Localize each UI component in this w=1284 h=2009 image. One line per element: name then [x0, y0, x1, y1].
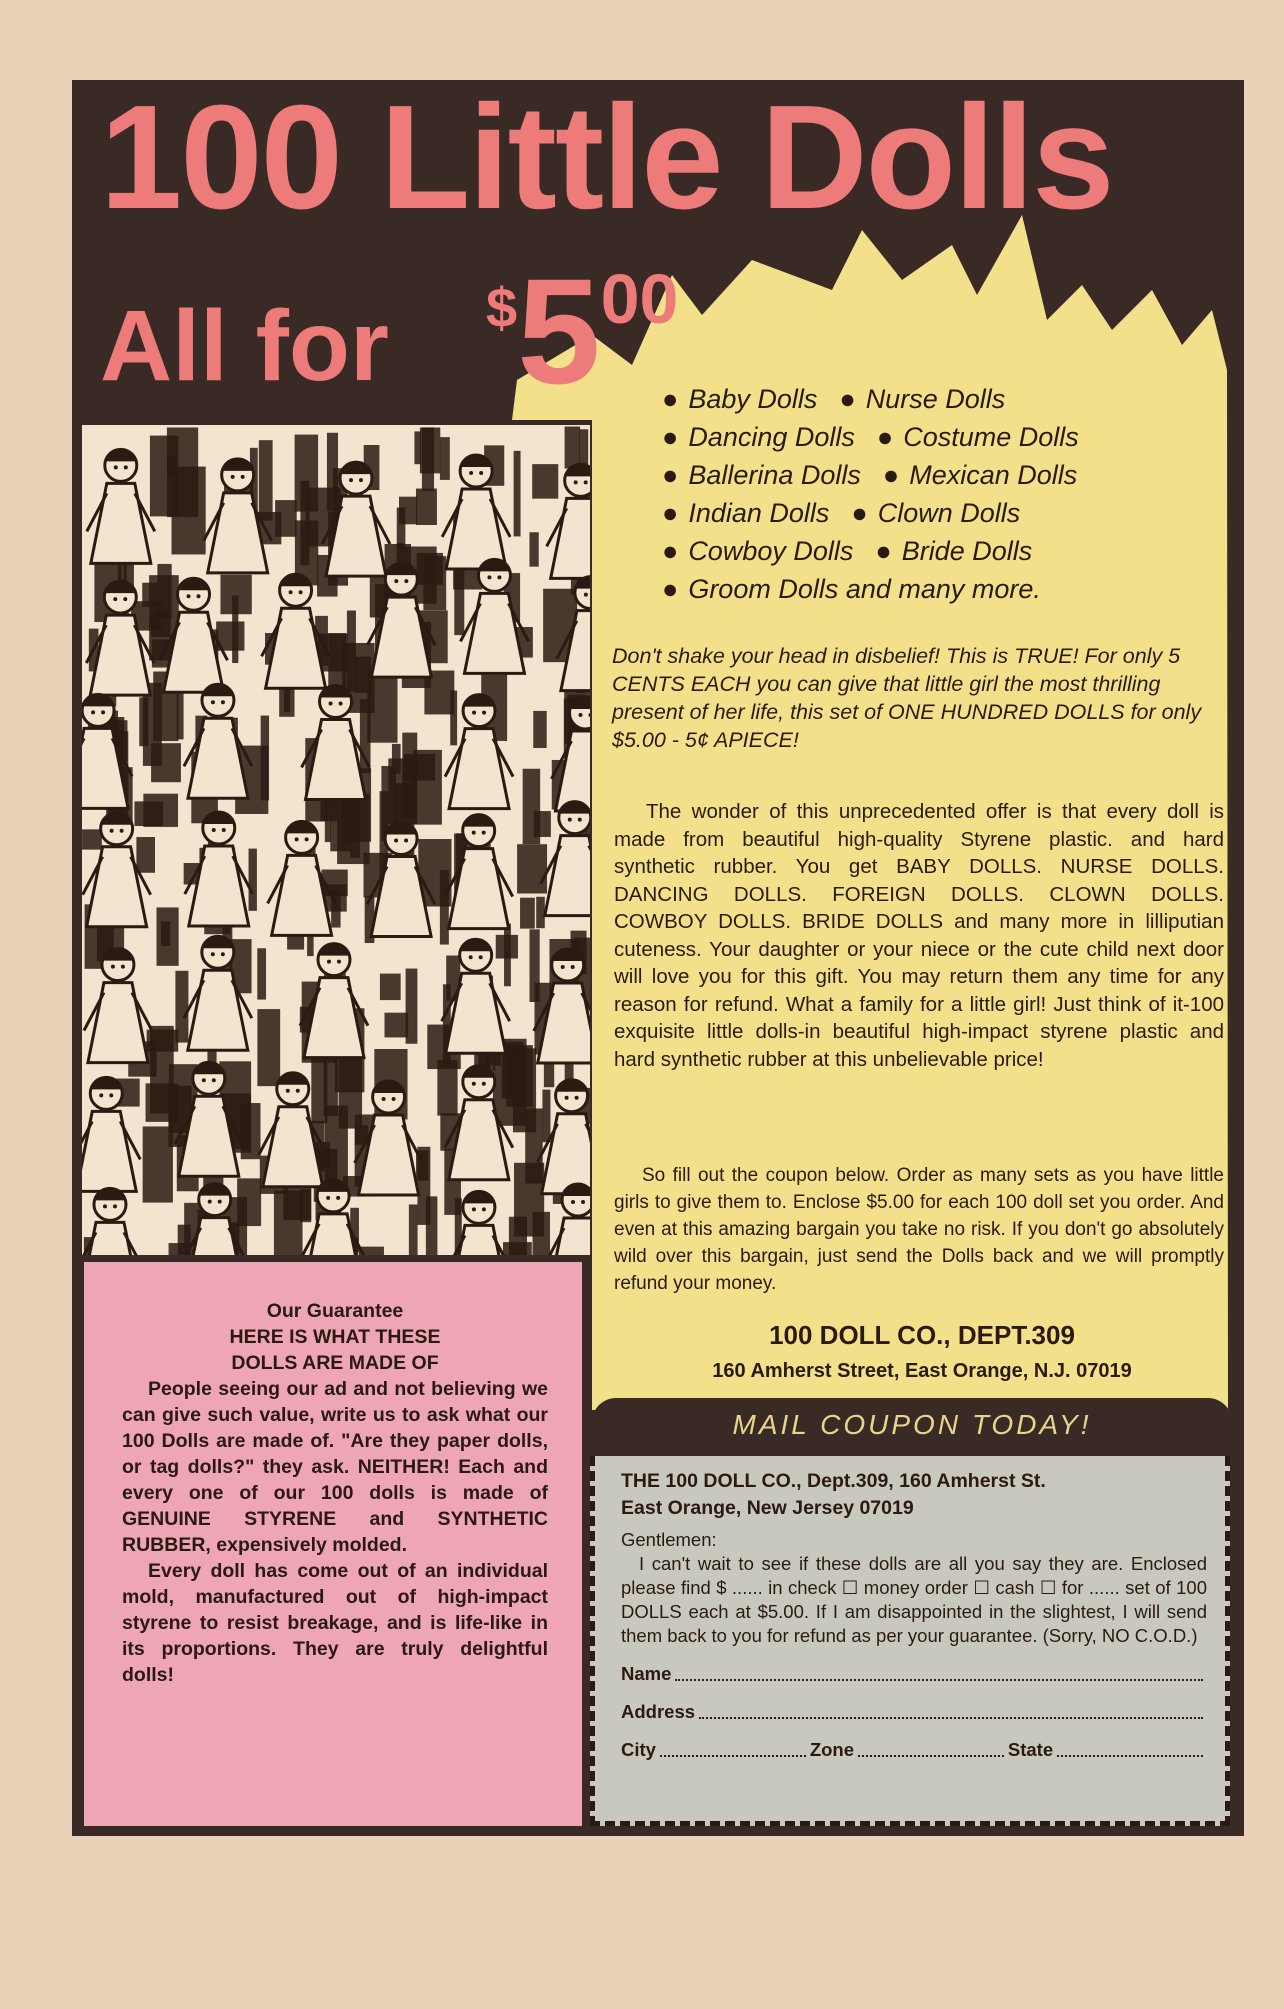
mail-coupon-banner: MAIL COUPON TODAY!: [592, 1398, 1232, 1452]
coupon-address-line-1: THE 100 DOLL CO., Dept.309, 160 Amherst St.: [621, 1470, 1046, 1492]
doll-type-item: Dancing Dolls: [688, 422, 855, 452]
bullet-icon: ●: [662, 422, 679, 452]
guarantee-paragraph-2: Every doll has come out of an individual mold, manufactured out of high-impact styrene to resist breakage, and is life-like in its proportions. They are truly delightful dolls!: [122, 1560, 548, 1686]
company-address: 160 Amherst Street, East Orange, N.J. 07019: [712, 1360, 1132, 1382]
doll-type-item: Groom Dolls and many more.: [688, 574, 1041, 604]
bullet-icon: ●: [662, 498, 679, 528]
price-cents: 00: [600, 260, 679, 338]
bullet-icon: ●: [662, 384, 679, 414]
city-label: City: [621, 1739, 656, 1760]
name-label: Name: [621, 1663, 672, 1684]
dolls-crowd-drawing: [82, 425, 590, 1255]
doll-type-item: Ballerina Dolls: [688, 460, 861, 490]
headline-title: 100 Little Dolls: [100, 75, 1113, 240]
doll-type-item: Nurse Dolls: [865, 384, 1006, 414]
price-dollar-sign: $: [486, 276, 518, 339]
bullet-icon: ●: [662, 574, 679, 604]
price-whole: 5: [517, 247, 601, 415]
doll-type-item: Clown Dolls: [877, 498, 1021, 528]
bullet-icon: ●: [662, 536, 679, 566]
guarantee-box: [84, 1262, 582, 1826]
headline-subtitle: All for: [100, 290, 389, 402]
order-coupon[interactable]: [590, 1456, 1230, 1826]
intro-paragraph: Don't shake your head in disbelief! This is TRUE! For only 5 CENTS EACH you can give that little girl the most thrilling present of her life, this set of ONE HUNDRED DOLLS for only $5.00 - 5¢ APIECE!: [612, 644, 1202, 752]
coupon-address-row: [621, 1700, 1207, 1724]
zone-label: Zone: [809, 1739, 855, 1760]
guarantee-title: Our Guarantee: [266, 1300, 404, 1322]
advertisement: [72, 75, 1244, 1836]
doll-type-item: Cowboy Dolls: [688, 536, 854, 566]
doll-type-item: Baby Dolls: [688, 384, 818, 414]
dolls-illustration: [82, 425, 590, 1255]
city-field[interactable]: [660, 1754, 806, 1757]
state-field[interactable]: [1057, 1754, 1203, 1757]
address-field[interactable]: [699, 1716, 1203, 1719]
guarantee-subtitle-1: HERE IS WHAT THESE: [229, 1326, 441, 1348]
guarantee-subtitle-2: DOLLS ARE MADE OF: [231, 1352, 439, 1374]
guarantee-paragraph-1: People seeing our ad and not believing we can give such value, write us to ask what our 100 Dolls are made of. "Are they paper dolls, or tag dolls?" they ask. NEITHER! Each and every one of our 100 dolls is made of GENUINE STYRENE and SYNTHETIC RUBBER, expensively molded.: [122, 1378, 548, 1556]
body-paragraph-2: So fill out the coupon below. Order as many sets as you have little girls to give them to. Enclose $5.00 for each 100 doll set you order. And even at this amazing bargain you take no risk. If you don't go absolutely wild over this bargain, just send the Dolls back and we will promptly refund your money.: [614, 1165, 1224, 1294]
bullet-icon: ●: [851, 498, 868, 528]
coupon-name-row: [621, 1662, 1207, 1686]
zone-field[interactable]: [858, 1754, 1004, 1757]
name-field[interactable]: [675, 1678, 1203, 1681]
headline-price: [486, 247, 679, 415]
doll-types-row: [662, 570, 1222, 608]
headline-block: [72, 75, 1244, 420]
doll-type-item: Bride Dolls: [901, 536, 1033, 566]
state-label: State: [1007, 1739, 1054, 1760]
doll-types-row: [662, 380, 1222, 418]
coupon-greeting: Gentlemen:: [621, 1529, 717, 1550]
bullet-icon: ●: [839, 384, 856, 414]
doll-types-row: [662, 418, 1222, 456]
bullet-icon: ●: [662, 460, 679, 490]
bullet-icon: ●: [882, 460, 900, 490]
bullet-icon: ●: [876, 422, 894, 452]
coupon-address-line-2: East Orange, New Jersey 07019: [621, 1497, 914, 1519]
body-paragraph-1: The wonder of this unprecedented offer is that every doll is made from beautiful high-quality Styrene plastic. and hard synthetic rubber. You get BABY DOLLS. NURSE DOLLS. DANCING DOLLS. FOREIGN DOLLS. CLOWN DOLLS. COWBOY DOLLS. BRIDE DOLLS and many more in lilliputian cuteness. Your daughter or your niece or the cute child next door will love you for this gift. You may return them any time for any reason for refund. What a family for a little girl! Just think of it-100 exquisite little dolls-in beautiful high-impact styrene plastic and hard synthetic rubber at this unbelievable price!: [614, 800, 1224, 1071]
address-label: Address: [621, 1701, 696, 1722]
doll-type-item: Indian Dolls: [688, 498, 830, 528]
doll-types-row: [662, 494, 1222, 532]
doll-type-item: Mexican Dolls: [909, 460, 1078, 490]
company-name: 100 DOLL CO., DEPT.309: [769, 1320, 1075, 1350]
doll-types-list: [662, 380, 1222, 608]
doll-type-item: Costume Dolls: [903, 422, 1079, 452]
bullet-icon: ●: [875, 536, 892, 566]
coupon-order-text: I can't wait to see if these dolls are all you say they are. Enclosed please find $ ...... in check ☐ money order ☐ cash ☐ for ...... set of 100 DOLLS each at $5.00. If I am disappointed in the slightest, I will send them back to you for refund as per your guarantee. (Sorry, NO C.O.D.): [621, 1553, 1207, 1646]
doll-types-row: [662, 532, 1222, 570]
coupon-city-row: [621, 1738, 1207, 1762]
doll-types-row: [662, 456, 1222, 494]
